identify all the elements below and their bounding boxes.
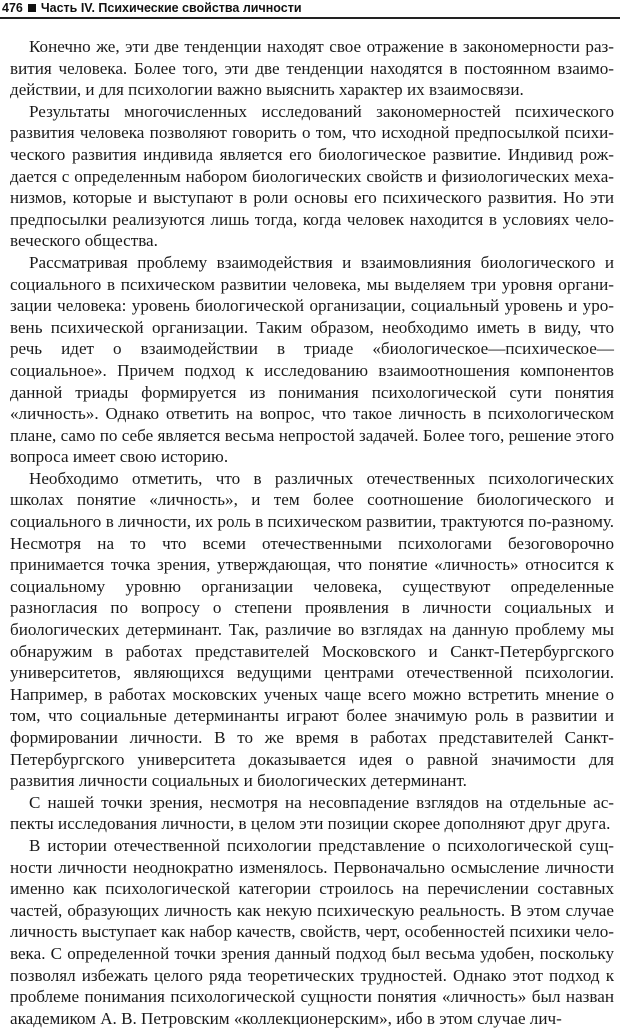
- paragraph: Результаты многочисленных исследований закономерностей психического развития человека позволяют говорить о том, что исходной предпосылкой психического развития индивида является его биологическое развитие. Индивид рождается с определенным набором биологических свойств и физиологических механизмов, которые и выступают в роли основы его психического развития. Но эти предпосылки реализуются лишь тогда, когда человек находится в условиях человеческого общества.: [10, 101, 614, 251]
- page-number: 476: [2, 1, 23, 15]
- paragraph: С нашей точки зрения, несмотря на несовпадение взглядов на отдельные аспекты исследования личности, в целом эти позиции скорее дополняют друг друга.: [10, 792, 614, 834]
- paragraph: В истории отечественной психологии представление о психологической сущности личности неоднократно изменялось. Первоначально осмысление личности именно как психологической категории строилось на перечислении составных частей, образующих личность как некую психическую реальность. В этом случае личность выступает как набор качеств, свойств, черт, особенностей психики человека. С определенной точки зрения данный подход был весьма удобен, поскольку позволял избежать целого ряда теоретических трудностей. Однако этот подход к проблеме понимания психологической сущности понятия «личность» был назван академиком А. В. Петровским «коллекционерским», ибо в этом случае лич-: [10, 835, 614, 1028]
- paragraph: Необходимо отметить, что в различных отечественных психологических школах понятие «личность», и тем более соотношение биологического и социального в личности, их роль в психическом развитии, трактуются по-разному. Несмотря на то что всеми отечественными психологами безоговорочно принимается точка зрения, утверждающая, что понятие «личность» относится к социальному уровню организации человека, существуют определенные разногласия по вопросу о степени проявления в личности социальных и биологических детерминант. Так, различие во взглядах на данную проблему мы обнаружим в работах представителей Московского и Санкт-Петербургского университетов, являющихся ведущими центрами отечественной психологии. Например, в работах московских ученых чаще всего можно встретить мнение о том, что социальные детерминанты играют более значимую роль в развитии и формировании личности. В то же время в работах представителей Санкт-Петербургского университета доказывается идея о равной значимости для развития личности социальных и биологических детерминант.: [10, 468, 614, 791]
- part-title: Часть IV. Психические свойства личности: [40, 1, 302, 15]
- square-bullet-icon: [28, 4, 36, 12]
- paragraph: Конечно же, эти две тенденции находят свое отражение в закономерности развития человека. Более того, эти две тенденции находятся в постоянном взаимодействии, и для психологии важно выяснить характер их взаимосвязи.: [10, 37, 614, 100]
- running-head: [2, 0, 618, 18]
- body-text: [10, 36, 614, 1029]
- paragraph: Рассматривая проблему взаимодействия и взаимовлияния биологического и социального в психическом развитии человека, мы выделяем три уровня организации человека: уровень биологической организации, социальный уровень и уровень психической организации. Таким образом, необходимо иметь в виду, что речь идет о взаимодействии в триаде «биологическое—психическое—социальное». Причем подход к исследованию взаимоотношения компонентов данной триады формируется из понимания психологической сути понятия «личность». Однако ответить на вопрос, что такое личность в психологическом плане, само по себе является весьма непростой задачей. Более того, решение этого вопроса имеет свою историю.: [10, 252, 614, 467]
- header-rule: [0, 17, 620, 19]
